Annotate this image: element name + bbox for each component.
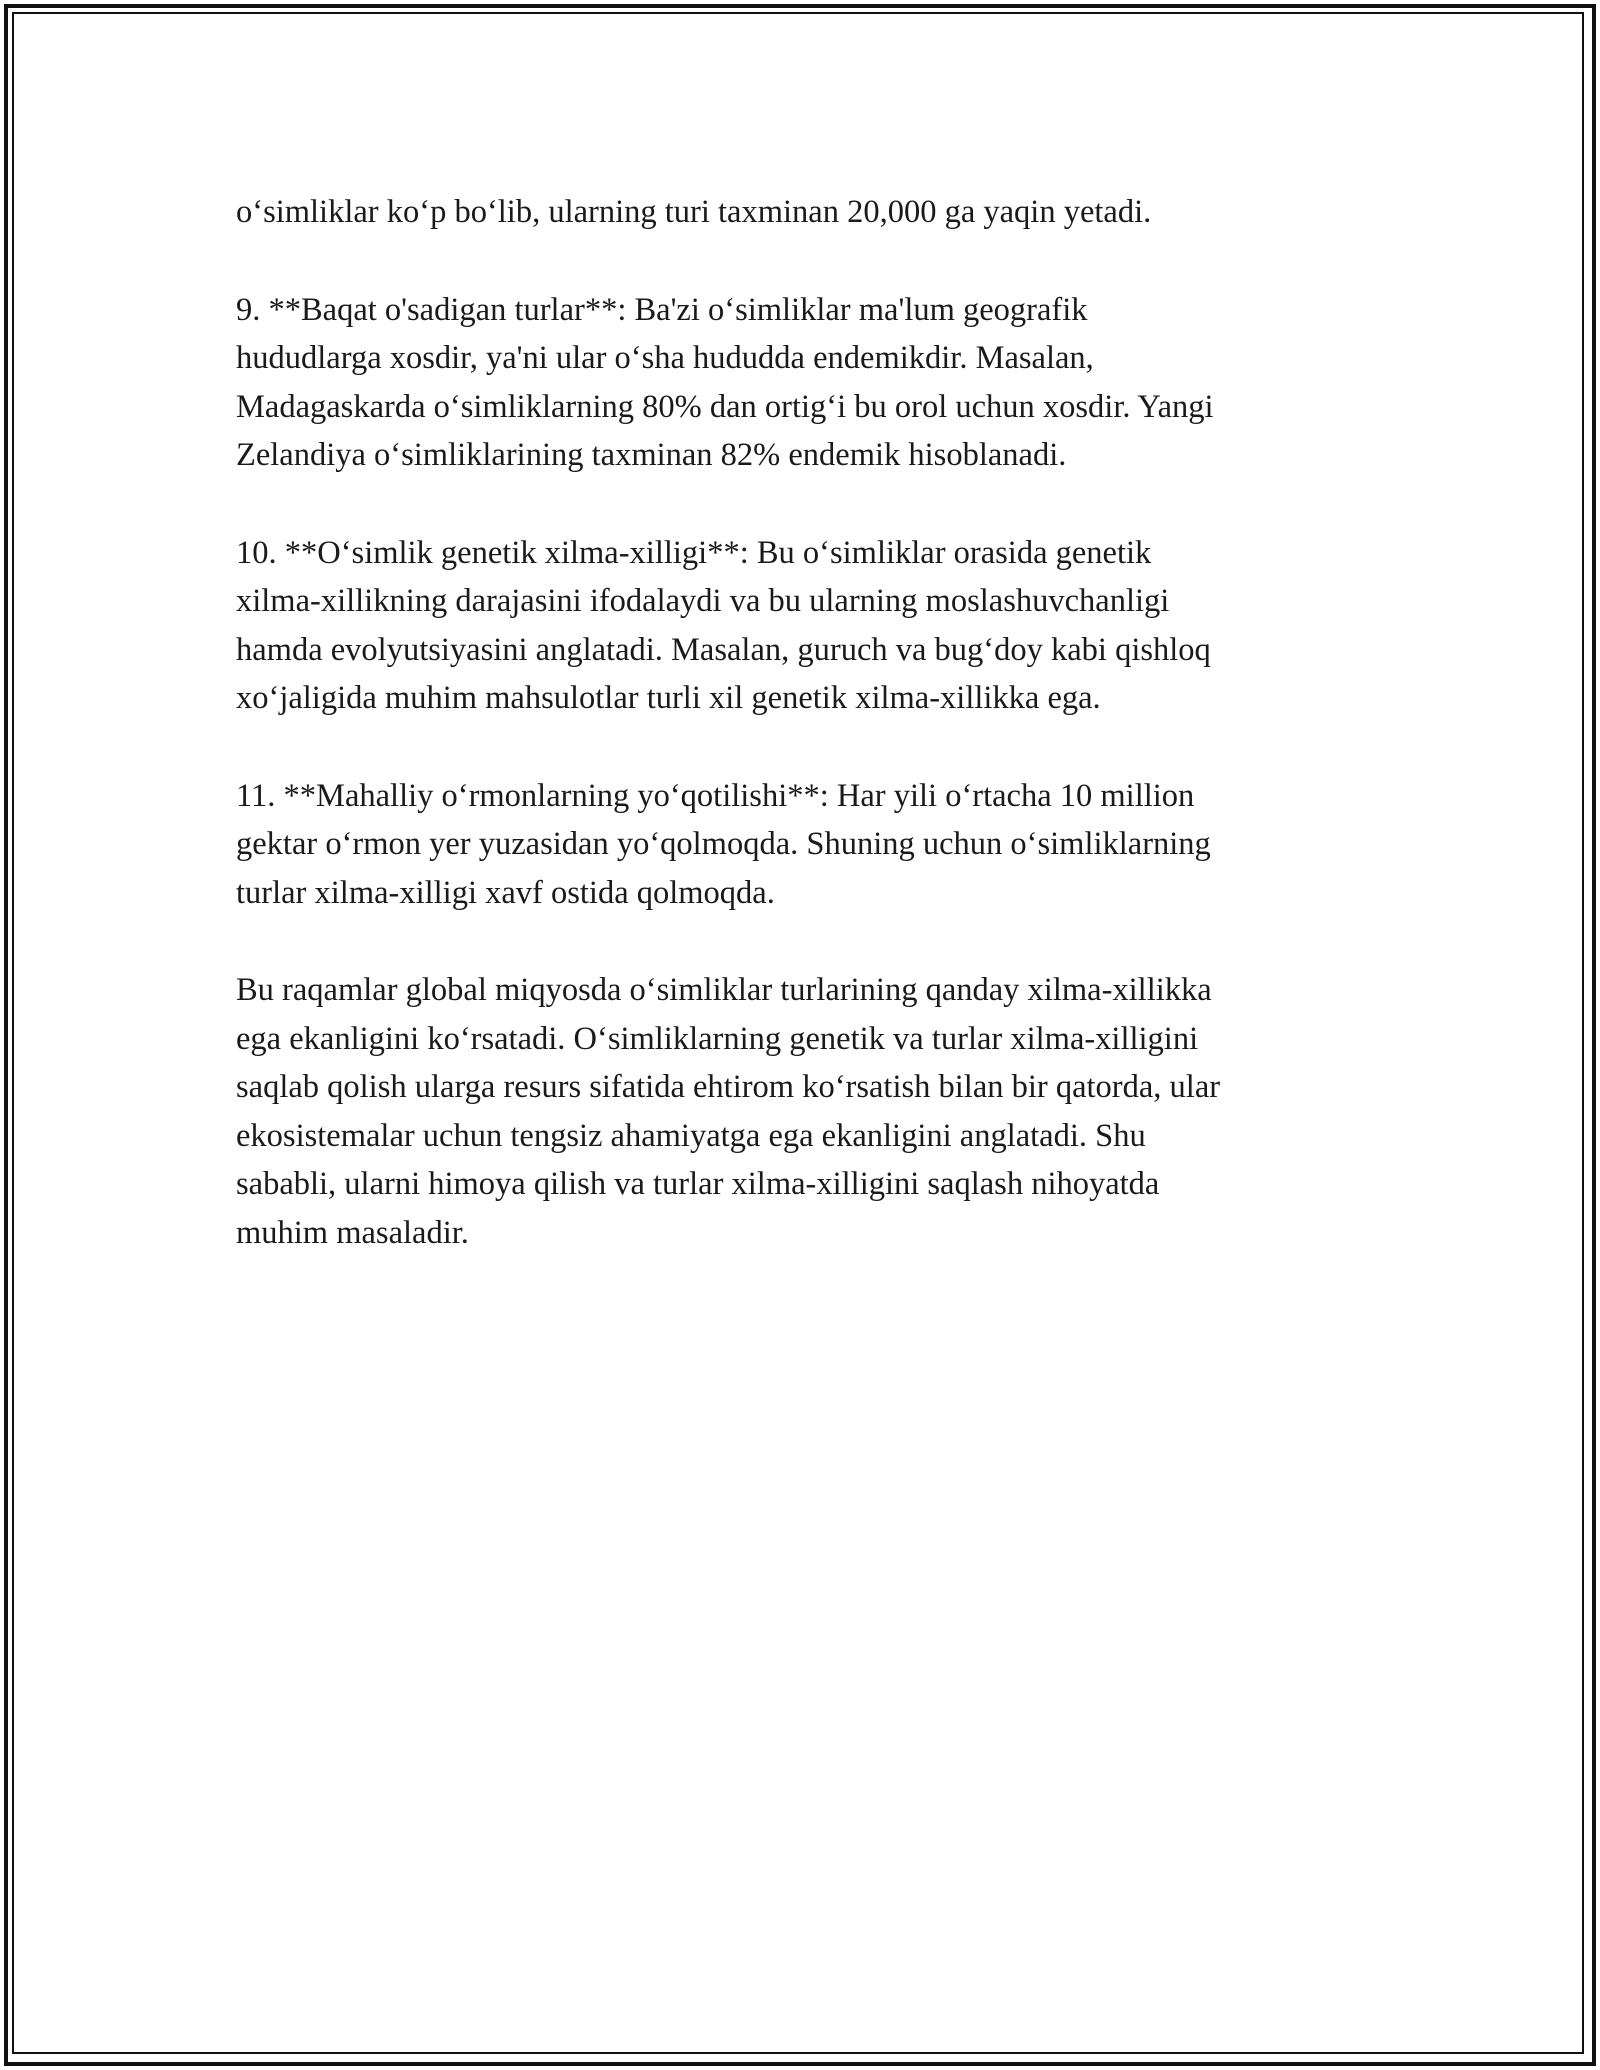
paragraph-continuation: oʻsimliklar koʻp boʻlib, ularning turi taxminan 20,000 ga yaqin yetadi. xyxy=(236,194,1152,230)
paragraph-item-11: 11. **Mahalliy oʻrmonlarning yoʻqotilishi**: Har yili oʻrtacha 10 million gektar oʻrmon yer yuzasidan yoʻqolmoqda. Shuning uchun oʻsimliklarning turlar xilma-xilligi xavf ostida qolmoqda. xyxy=(236,777,1211,911)
paragraph-item-10: 10. **Oʻsimlik genetik xilma-xilligi**: Bu oʻsimliklar orasida genetik xilma-xillikning darajasini ifodalaydi va bu ularning moslashuvchanligi hamda evolyutsiyasini anglatadi. Masalan, guruch va bugʻdoy kabi qishloq xoʻjaligida muhim mahsulotlar turli xil genetik xilma-xillikka ega. xyxy=(236,534,1211,716)
paragraph-conclusion: Bu raqamlar global miqyosda oʻsimliklar turlarining qanday xilma-xillikka ega ekanligini koʻrsatadi. Oʻsimliklarning genetik va turlar xilma-xilligini saqlab qolish ularga resurs sifatida ehtirom koʻrsatish bilan bir qatorda, ular ekosistemalar uchun tengsiz ahamiyatga ega ekanligini anglatadi. Shu sababli, ularni himoya qilish va turlar xilma-xilligini saqlash nihoyatda muhim masaladir. xyxy=(236,972,1221,1251)
document-body xyxy=(236,188,1366,1306)
paragraph-item-9: 9. **Baqat o'sadigan turlar**: Ba'zi oʻsimliklar ma'lum geografik hududlarga xosdir, ya'ni ular oʻsha hududda endemikdir. Masalan, Madagaskarda oʻsimliklarning 80% dan ortigʻi bu orol uchun xosdir. Yangi Zelandiya oʻsimliklarining taxminan 82% endemik hisoblanadi. xyxy=(236,291,1214,473)
